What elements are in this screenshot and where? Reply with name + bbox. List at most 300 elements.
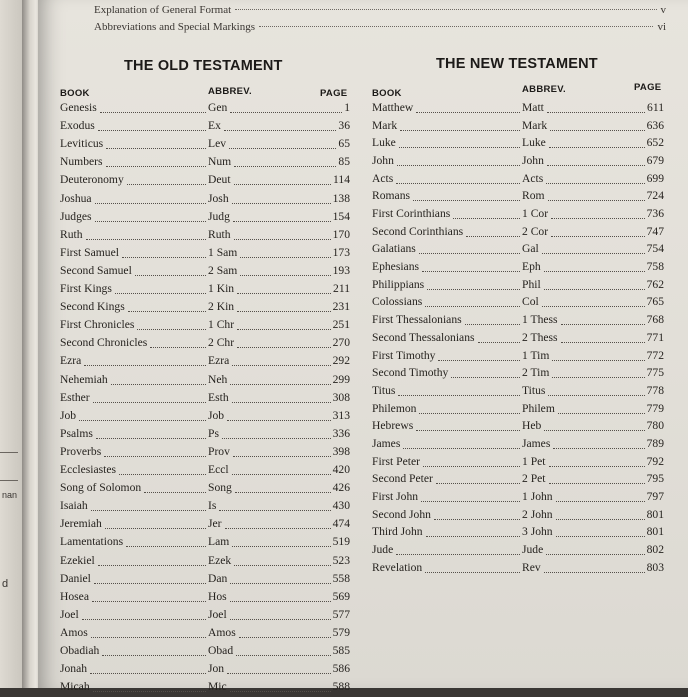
table-row xyxy=(60,155,350,172)
leader-dots xyxy=(135,275,206,276)
leader-dots xyxy=(546,554,645,555)
leader-dots xyxy=(419,413,520,414)
facing-page-fragment: d xyxy=(2,578,9,590)
table-row xyxy=(60,318,350,335)
leader-dots xyxy=(95,203,206,204)
book-page-number: 474 xyxy=(332,517,350,531)
leader-dots xyxy=(558,413,645,414)
book-page-number: 231 xyxy=(332,300,350,314)
book-abbreviation: Rom xyxy=(522,189,545,203)
book-abbreviation: 2 Thess xyxy=(522,330,558,344)
book-abbreviation: 1 Pet xyxy=(522,454,546,468)
book-abbreviation: Josh xyxy=(208,191,229,205)
leader-dots xyxy=(556,519,645,520)
leader-dots xyxy=(556,536,645,537)
leader-dots xyxy=(422,271,520,272)
book-page-number: 588 xyxy=(332,680,350,694)
toc-entry-page: v xyxy=(660,4,666,16)
book-page-number: 772 xyxy=(646,348,664,362)
table-row xyxy=(60,626,350,643)
leader-dots xyxy=(232,203,331,204)
book-abbreviation: Phil xyxy=(522,277,541,291)
table-row xyxy=(60,373,350,390)
table-row xyxy=(372,472,664,489)
book-abbreviation: 2 Cor xyxy=(522,224,549,238)
table-row xyxy=(60,481,350,498)
new-testament-heading: THE NEW TESTAMENT xyxy=(436,56,598,72)
book-name: Nehemiah xyxy=(60,372,108,386)
table-row xyxy=(372,278,664,295)
contents-page xyxy=(38,0,688,694)
leader-dots xyxy=(236,655,331,656)
table-row xyxy=(372,154,664,171)
leader-dots xyxy=(548,200,645,201)
table-row xyxy=(60,210,350,227)
table-row xyxy=(372,525,664,542)
book-abbreviation: Eccl xyxy=(208,463,229,476)
table-row xyxy=(60,680,350,697)
leader-dots xyxy=(90,673,206,674)
leader-dots xyxy=(396,554,520,555)
book-name: Psalms xyxy=(60,426,93,440)
book-name: First Chronicles xyxy=(60,318,135,332)
leader-dots xyxy=(137,329,206,330)
nt-book-column-header: BOOK xyxy=(372,88,402,99)
nt-abbrev-column-header: ABBREV. xyxy=(522,84,566,95)
leader-dots xyxy=(230,601,331,602)
book-page-number: 336 xyxy=(332,426,350,440)
table-row xyxy=(60,137,350,154)
leader-dots xyxy=(544,271,645,272)
book-page-number: 775 xyxy=(646,366,664,380)
leader-dots xyxy=(232,365,331,366)
leader-dots xyxy=(230,583,331,584)
book-page-number: 586 xyxy=(332,662,350,676)
leader-dots xyxy=(427,289,520,290)
book-name: Jeremiah xyxy=(60,517,102,531)
book-abbreviation: Is xyxy=(208,499,217,513)
leader-dots xyxy=(98,130,206,131)
book-name: Joel xyxy=(60,607,79,621)
book-name: James xyxy=(372,436,401,450)
book-page-number: 768 xyxy=(646,313,664,327)
book-name: Second Corinthians xyxy=(372,224,464,238)
book-page-number: 585 xyxy=(332,644,350,657)
book-name: Micah xyxy=(60,680,90,694)
book-name: Second Samuel xyxy=(60,263,132,277)
leader-dots xyxy=(552,377,645,378)
book-name: Obadiah xyxy=(60,644,100,657)
table-row xyxy=(60,391,350,408)
leader-dots xyxy=(466,236,520,237)
table-row xyxy=(372,313,664,330)
book-abbreviation: 1 Chr xyxy=(208,318,235,332)
book-page-number: 173 xyxy=(332,245,350,259)
leader-dots xyxy=(239,637,331,638)
leader-dots xyxy=(548,395,645,396)
book-name: Revelation xyxy=(372,560,423,574)
leader-dots xyxy=(232,474,331,475)
leader-dots xyxy=(237,311,331,312)
book-abbreviation: Ruth xyxy=(208,227,231,241)
table-row xyxy=(60,173,350,190)
book-page-number: 801 xyxy=(646,525,664,539)
table-row xyxy=(60,228,350,245)
book-name: Philippians xyxy=(372,277,425,291)
book-name: Mark xyxy=(372,118,398,132)
table-row xyxy=(60,300,350,317)
toc-entry xyxy=(94,4,666,16)
book-name: Judges xyxy=(60,209,92,223)
book-name: First Peter xyxy=(372,454,420,468)
book-abbreviation: Deut xyxy=(208,173,231,187)
leader-dots xyxy=(106,148,206,149)
book-page-number: 611 xyxy=(647,101,664,114)
book-abbreviation: Lam xyxy=(208,535,230,549)
book-abbreviation: 1 Thess xyxy=(522,313,558,327)
table-row xyxy=(60,101,350,118)
book-name: Hebrews xyxy=(372,419,414,433)
book-page-number: 789 xyxy=(646,436,664,450)
book-abbreviation: Ezek xyxy=(208,553,232,567)
book-name: First Samuel xyxy=(60,245,119,259)
leader-dots xyxy=(416,112,520,113)
leader-dots xyxy=(126,546,206,547)
book-abbreviation: 2 Tim xyxy=(522,366,550,380)
leader-dots xyxy=(240,257,331,258)
book-page-number: 579 xyxy=(332,625,350,639)
book-abbreviation: Ex xyxy=(208,119,221,133)
nt-page-column-header: PAGE xyxy=(634,82,662,93)
leader-dots xyxy=(549,147,645,148)
book-name: Matthew xyxy=(372,101,414,114)
book-name: John xyxy=(372,154,394,168)
book-page-number: 292 xyxy=(332,354,350,368)
book-abbreviation: 1 Kin xyxy=(208,282,235,295)
leader-dots xyxy=(86,239,206,240)
leader-dots xyxy=(240,275,331,276)
book-abbreviation: Gal xyxy=(522,242,539,256)
table-row xyxy=(372,490,664,507)
leader-dots xyxy=(91,637,206,638)
leader-dots xyxy=(551,218,645,219)
leader-dots xyxy=(465,324,520,325)
book-name: Proverbs xyxy=(60,444,102,458)
book-abbreviation: Amos xyxy=(208,625,236,639)
leader-dots xyxy=(235,492,331,493)
leader-dots xyxy=(544,430,645,431)
book-page-number: 652 xyxy=(646,136,664,150)
leader-dots xyxy=(544,572,645,573)
book-name: Song of Solomon xyxy=(60,481,142,495)
leader-dots xyxy=(421,501,520,502)
book-page-number: 736 xyxy=(646,207,664,221)
ot-abbrev-column-header: ABBREV. xyxy=(208,86,252,97)
leader-dots xyxy=(425,572,520,573)
leader-dots xyxy=(230,691,331,692)
book-page-number: 154 xyxy=(332,209,350,223)
book-page-number: 519 xyxy=(332,535,350,549)
book-abbreviation: 2 Chr xyxy=(208,336,235,350)
leader-dots xyxy=(92,601,206,602)
book-abbreviation: Ezra xyxy=(208,354,230,368)
leader-dots xyxy=(79,420,206,421)
leader-dots xyxy=(396,183,520,184)
book-abbreviation: 1 Cor xyxy=(522,207,549,221)
leader-dots xyxy=(397,165,520,166)
leader-dots xyxy=(227,420,331,421)
leader-dots xyxy=(542,253,645,254)
book-abbreviation: John xyxy=(522,154,544,168)
book-abbreviation: 1 Sam xyxy=(208,245,238,259)
leader-dots xyxy=(106,166,206,167)
leader-dots xyxy=(100,112,206,113)
leader-dots xyxy=(230,384,331,385)
book-name: Galatians xyxy=(372,242,416,256)
book-name: Second Peter xyxy=(372,472,433,486)
table-row xyxy=(60,517,350,534)
table-row xyxy=(372,543,664,560)
table-row xyxy=(372,508,664,525)
leader-dots xyxy=(237,347,331,348)
book-name: Exodus xyxy=(60,119,95,133)
book-page-number: 36 xyxy=(338,119,350,133)
facing-page-rule xyxy=(0,452,18,453)
table-row xyxy=(372,260,664,277)
book-abbreviation: 1 John xyxy=(522,489,553,503)
book-abbreviation: Eph xyxy=(522,260,541,274)
leader-dots xyxy=(111,384,206,385)
book-page-number: 193 xyxy=(332,263,350,277)
leader-dots xyxy=(423,466,520,467)
book-page-number: 426 xyxy=(332,481,350,495)
book-name: Acts xyxy=(372,171,394,185)
book-page-number: 308 xyxy=(332,390,350,404)
book-page-number: 430 xyxy=(332,499,350,513)
leader-dots xyxy=(225,528,331,529)
leader-dots xyxy=(237,329,331,330)
leader-dots xyxy=(549,466,645,467)
book-page-number: 211 xyxy=(333,282,350,295)
old-testament-heading: THE OLD TESTAMENT xyxy=(124,58,283,74)
book-page-number: 792 xyxy=(646,454,664,468)
leader-dots xyxy=(553,448,645,449)
book-page-number: 114 xyxy=(333,173,350,187)
leader-dots xyxy=(93,691,206,692)
table-row xyxy=(60,354,350,371)
book-abbreviation: Matt xyxy=(522,101,544,114)
book-page-number: 765 xyxy=(646,295,664,309)
leader-dots xyxy=(233,221,331,222)
book-name: Ecclesiastes xyxy=(60,463,117,476)
table-row xyxy=(372,225,664,242)
book-page-number: 420 xyxy=(332,463,350,476)
book-name: Genesis xyxy=(60,101,97,114)
book-name: Isaiah xyxy=(60,499,88,513)
book-page-number: 779 xyxy=(646,401,664,415)
leader-dots xyxy=(237,293,331,294)
book-abbreviation: Dan xyxy=(208,571,228,585)
leader-dots xyxy=(259,26,653,27)
table-row xyxy=(60,644,350,661)
table-row xyxy=(60,608,350,625)
toc-entry-title: Abbreviations and Special Markings xyxy=(94,21,255,33)
book-page-number: 299 xyxy=(332,372,350,386)
leader-dots xyxy=(425,306,520,307)
leader-dots xyxy=(453,218,520,219)
leader-dots xyxy=(551,236,645,237)
leader-dots xyxy=(98,565,206,566)
book-name: Second John xyxy=(372,507,431,521)
book-page-number: 724 xyxy=(646,189,664,203)
book-name: Esther xyxy=(60,390,90,404)
leader-dots xyxy=(399,147,520,148)
table-row xyxy=(372,331,664,348)
leader-dots xyxy=(546,183,645,184)
book-name: Jonah xyxy=(60,662,88,676)
leader-dots xyxy=(84,365,206,366)
table-row xyxy=(60,499,350,516)
table-row xyxy=(60,590,350,607)
table-row xyxy=(372,172,664,189)
leader-dots xyxy=(544,289,645,290)
table-row xyxy=(60,445,350,462)
ot-book-column-header: BOOK xyxy=(60,88,90,99)
leader-dots xyxy=(104,456,206,457)
leader-dots xyxy=(547,112,645,113)
table-row xyxy=(372,402,664,419)
book-abbreviation: Titus xyxy=(522,383,546,397)
table-row xyxy=(60,264,350,281)
book-name: Second Thessalonians xyxy=(372,330,475,344)
book-page-number: 803 xyxy=(646,560,664,574)
book-abbreviation: Prov xyxy=(208,444,230,458)
table-row xyxy=(372,561,664,578)
leader-dots xyxy=(234,184,331,185)
leader-dots xyxy=(234,166,336,167)
book-abbreviation: 2 Pet xyxy=(522,472,546,486)
leader-dots xyxy=(95,221,206,222)
book-page-number: 762 xyxy=(646,277,664,291)
book-abbreviation: Lev xyxy=(208,137,227,151)
table-row xyxy=(60,554,350,571)
leader-dots xyxy=(235,9,656,10)
leader-dots xyxy=(436,483,520,484)
book-abbreviation: Gen xyxy=(208,101,228,114)
table-row xyxy=(372,419,664,436)
leader-dots xyxy=(91,510,206,511)
table-row xyxy=(372,119,664,136)
leader-dots xyxy=(552,360,645,361)
book-page-number: 771 xyxy=(646,330,664,344)
table-row xyxy=(60,192,350,209)
book-name: Ruth xyxy=(60,227,83,241)
toc-entry xyxy=(94,21,666,33)
book-name: Colossians xyxy=(372,295,423,309)
book-page-number: 758 xyxy=(646,260,664,274)
table-row xyxy=(372,242,664,259)
table-row xyxy=(60,282,350,299)
leader-dots xyxy=(556,501,645,502)
leader-dots xyxy=(122,257,206,258)
leader-dots xyxy=(224,130,336,131)
leader-dots xyxy=(426,536,520,537)
book-name: Leviticus xyxy=(60,137,104,151)
book-abbreviation: Acts xyxy=(522,171,544,185)
leader-dots xyxy=(229,148,336,149)
book-name: Second Kings xyxy=(60,300,125,314)
book-name: Amos xyxy=(60,625,88,639)
book-abbreviation: 2 John xyxy=(522,507,553,521)
leader-dots xyxy=(400,130,520,131)
leader-dots xyxy=(230,112,342,113)
facing-page-edge xyxy=(0,0,24,688)
book-page-number: 398 xyxy=(332,444,350,458)
leader-dots xyxy=(542,306,645,307)
ot-page-column-header: PAGE xyxy=(320,88,348,99)
book-page-number: 65 xyxy=(338,137,350,151)
table-row xyxy=(372,349,664,366)
book-abbreviation: 2 Kin xyxy=(208,300,235,314)
leader-dots xyxy=(119,474,206,475)
leader-dots xyxy=(128,311,206,312)
book-page-number: 797 xyxy=(646,489,664,503)
table-row xyxy=(372,189,664,206)
leader-dots xyxy=(232,546,331,547)
book-page-number: 747 xyxy=(646,224,664,238)
leader-dots xyxy=(219,510,331,511)
book-abbreviation: Mark xyxy=(522,118,548,132)
leader-dots xyxy=(234,239,331,240)
book-abbreviation: Judg xyxy=(208,209,230,223)
book-page-number: 778 xyxy=(646,383,664,397)
table-row xyxy=(372,366,664,383)
facing-page-fragment: nan xyxy=(2,490,18,500)
table-row xyxy=(60,463,350,480)
table-row xyxy=(60,409,350,426)
table-row xyxy=(60,119,350,136)
leader-dots xyxy=(416,430,520,431)
table-row xyxy=(60,662,350,679)
leader-dots xyxy=(105,528,206,529)
leader-dots xyxy=(96,438,206,439)
book-abbreviation: Jude xyxy=(522,543,544,556)
table-row xyxy=(372,384,664,401)
book-abbreviation: Obad xyxy=(208,644,234,657)
book-abbreviation: Job xyxy=(208,408,225,422)
table-row xyxy=(372,207,664,224)
toc-entry-page: vi xyxy=(657,21,666,33)
book-name: First Thessalonians xyxy=(372,313,462,327)
table-row xyxy=(372,455,664,472)
book-name: Titus xyxy=(372,383,396,397)
table-row xyxy=(60,535,350,552)
book-abbreviation: Col xyxy=(522,295,539,309)
leader-dots xyxy=(115,293,206,294)
book-page-number: 754 xyxy=(646,242,664,256)
book-name: Joshua xyxy=(60,191,92,205)
table-row xyxy=(60,572,350,589)
leader-dots xyxy=(234,565,331,566)
book-name: Numbers xyxy=(60,155,103,169)
book-abbreviation: 1 Tim xyxy=(522,348,550,362)
leader-dots xyxy=(478,342,520,343)
leader-dots xyxy=(403,448,520,449)
book-page-number: 577 xyxy=(332,607,350,621)
table-row xyxy=(372,295,664,312)
book-name: Ezekiel xyxy=(60,553,95,567)
leader-dots xyxy=(232,402,331,403)
